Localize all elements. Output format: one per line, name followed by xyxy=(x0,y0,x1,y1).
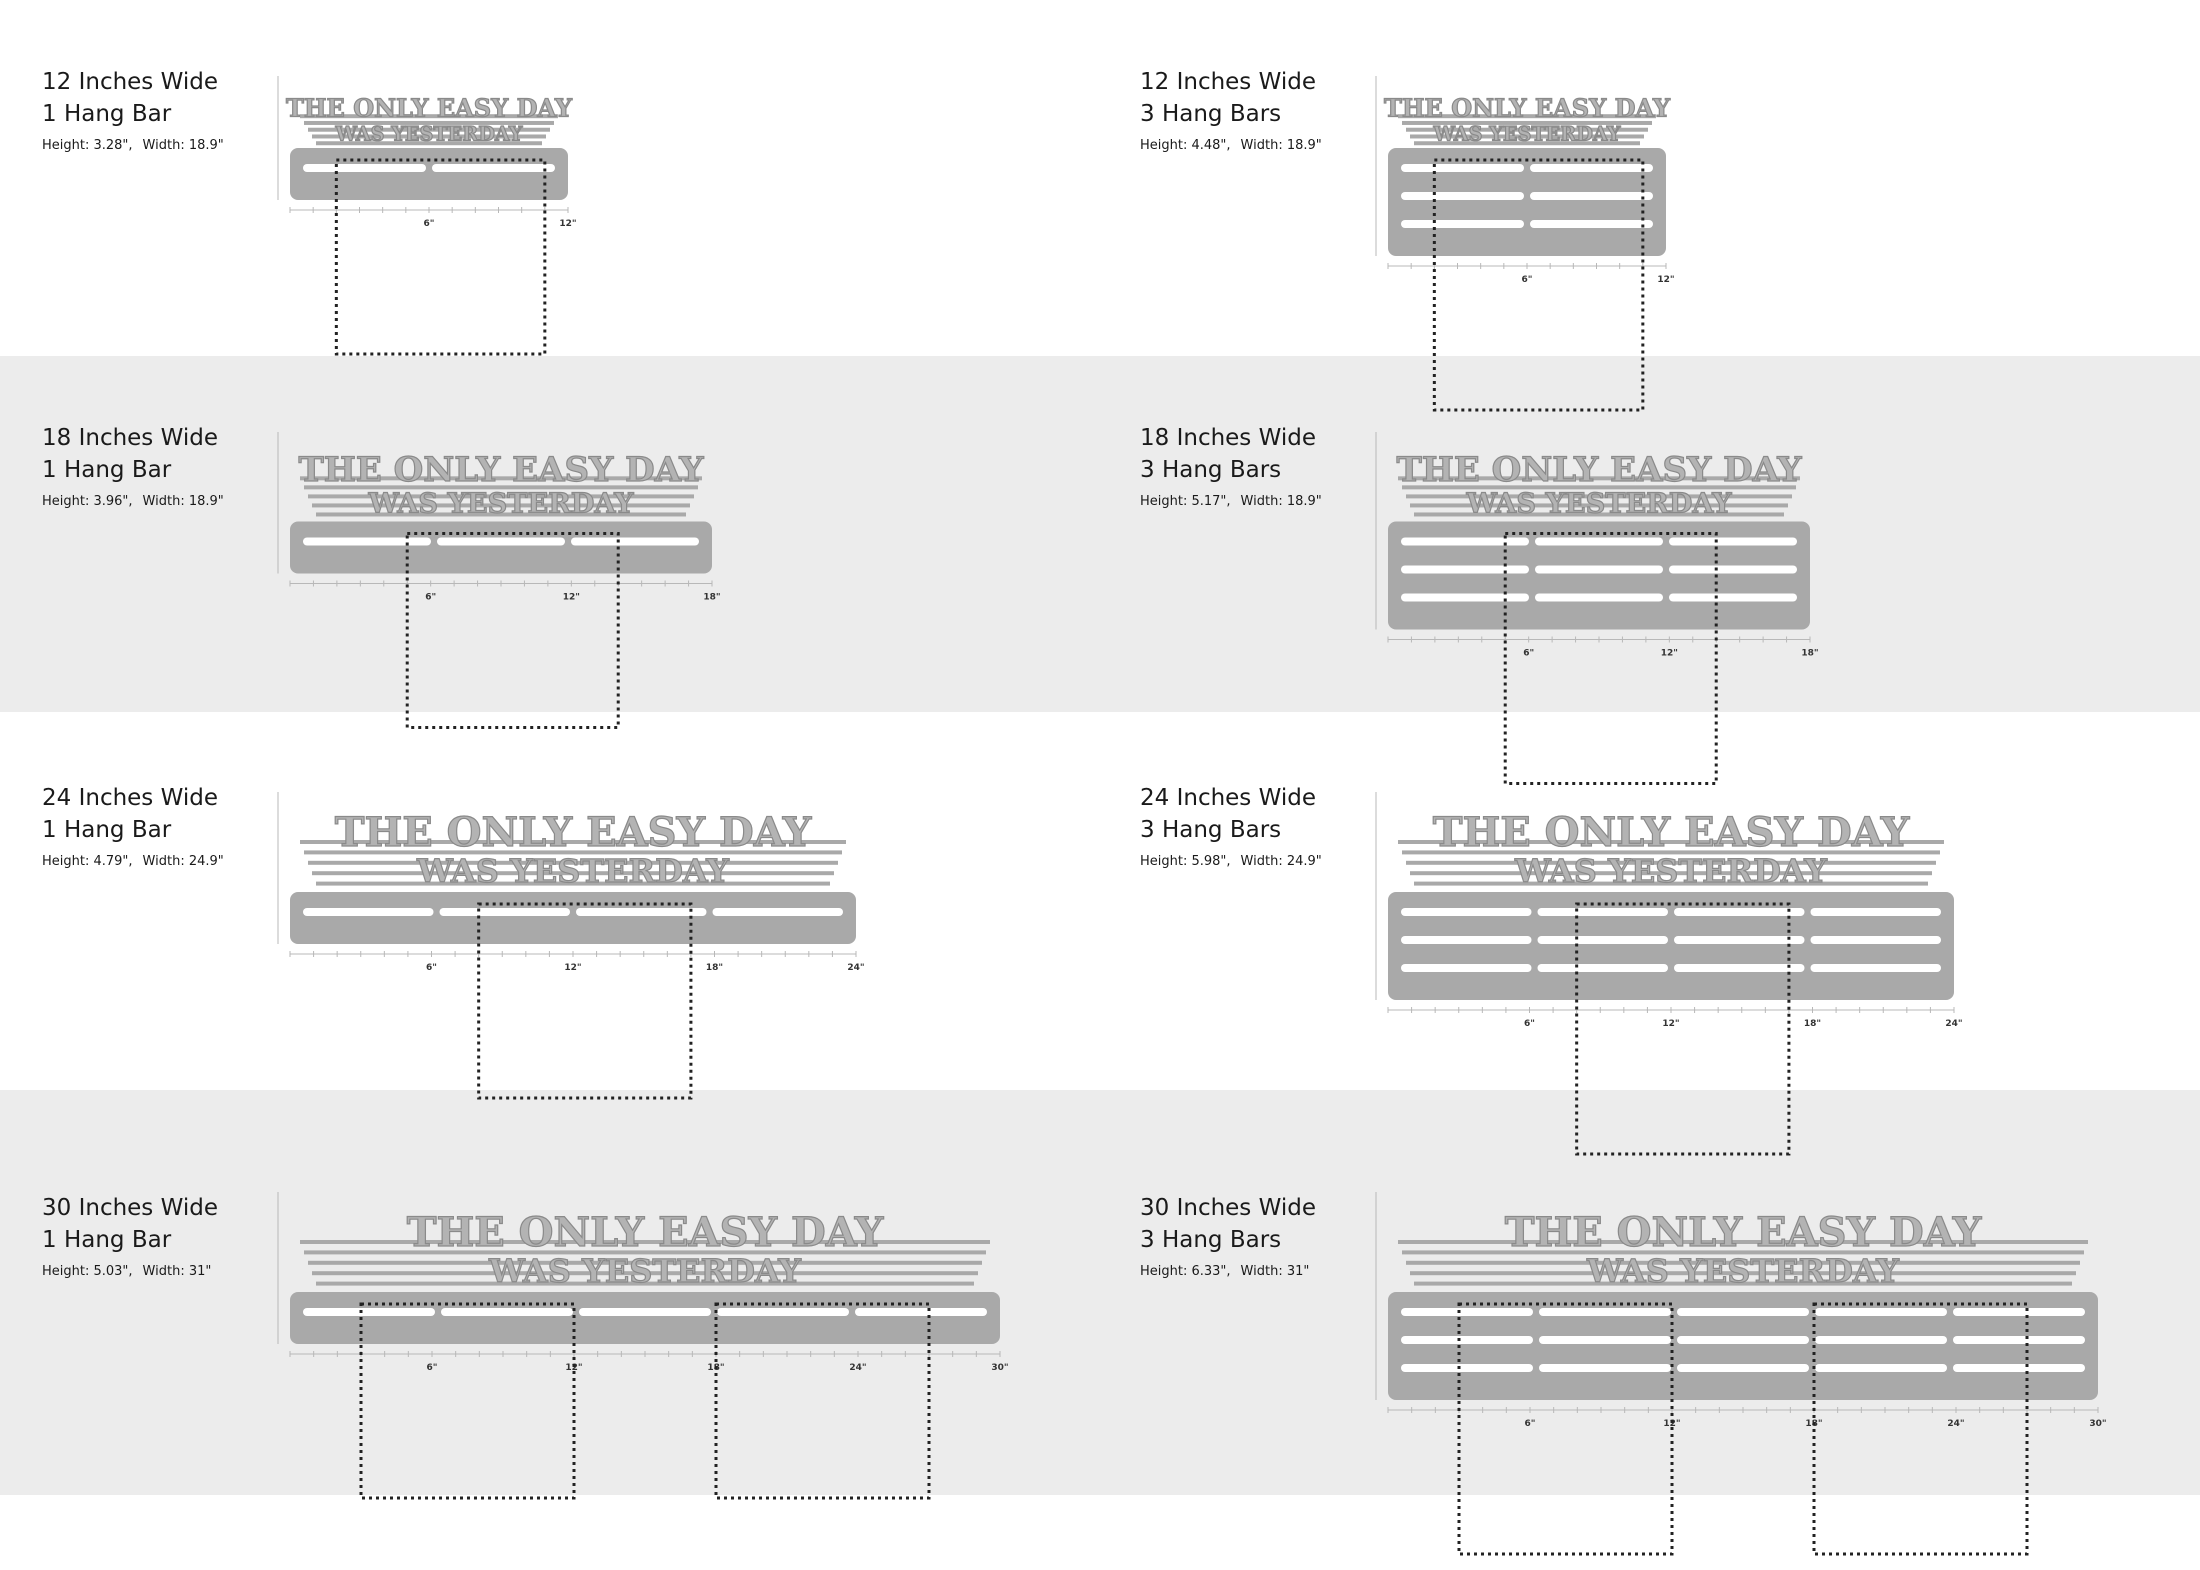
ruler-major-label: 12" xyxy=(562,592,580,603)
rack-plate xyxy=(290,148,568,200)
hang-bar-slot xyxy=(1669,538,1797,546)
rack-plate xyxy=(290,1292,1000,1344)
hang-bar-slot xyxy=(1674,936,1805,944)
rack-plate xyxy=(290,522,712,574)
hang-bar-slot xyxy=(1535,538,1663,546)
hang-bar-slot xyxy=(1815,1336,1947,1344)
ruler-major-label: 18" xyxy=(705,963,724,973)
panel-dimensions xyxy=(42,138,302,153)
rack-text-line1: THE ONLY EASY DAY xyxy=(1396,449,1802,490)
hang-bar-slot xyxy=(1811,964,1942,972)
ruler-major-label: 24" xyxy=(1947,1419,1965,1429)
ruler-major-label: 12" xyxy=(559,219,577,229)
panel-hang-bars: 1 Hang Bar xyxy=(42,101,172,127)
hang-bar-slot xyxy=(1401,220,1524,228)
panel-width-title: 30 Inches Wide xyxy=(42,1195,218,1221)
rack-text-line1: THE ONLY EASY DAY xyxy=(298,449,704,490)
ruler-major-label: 24" xyxy=(849,1363,867,1373)
panel-width-title: 30 Inches Wide xyxy=(1140,1195,1316,1221)
hang-bar-slot xyxy=(1811,936,1942,944)
hang-bar-slot xyxy=(1539,1308,1671,1316)
panel-width-title: 18 Inches Wide xyxy=(1140,425,1316,451)
rack-text-line1: THE ONLY EASY DAY xyxy=(1504,1209,1982,1256)
hang-bar-slot xyxy=(855,1308,987,1316)
hang-bar-slot xyxy=(1953,1336,2085,1344)
ruler-major-label: 18" xyxy=(707,1363,725,1373)
hang-bar-slot xyxy=(441,1308,573,1316)
ruler-major-label: 30" xyxy=(2089,1419,2107,1429)
hang-bar-slot xyxy=(1811,908,1942,916)
panel-hang-bars: 3 Hang Bars xyxy=(1140,1227,1282,1253)
rack-text-line2: WAS YESTERDAY xyxy=(335,122,523,146)
panel-hang-bars: 3 Hang Bars xyxy=(1140,101,1282,127)
hang-bar-slot xyxy=(1401,1308,1533,1316)
rack-text-line1: THE ONLY EASY DAY xyxy=(286,93,572,123)
hang-bar-slot xyxy=(1401,1336,1533,1344)
hang-bar-slot xyxy=(303,1308,435,1316)
rack-text-line2: WAS YESTERDAY xyxy=(1587,1252,1899,1290)
rack-metal xyxy=(286,93,573,200)
panel-dimensions xyxy=(42,1264,302,1279)
ruler-major-label: 6" xyxy=(425,592,437,603)
panel-height: Height: 4.79", xyxy=(42,854,133,869)
hang-bar-slot xyxy=(1401,566,1529,574)
hang-bar-slot xyxy=(1401,192,1524,200)
rack-drawing xyxy=(272,56,620,370)
hang-bar-slot xyxy=(1401,594,1529,602)
panel-dimensions xyxy=(42,854,302,869)
panel-dimensions xyxy=(1140,494,1400,509)
panel-labels xyxy=(42,1192,302,1279)
panel-dimensions xyxy=(1140,1264,1400,1279)
hang-bar-slot xyxy=(440,908,571,916)
rack-drawing xyxy=(1370,412,1862,800)
panel-height: Height: 5.98", xyxy=(1140,854,1231,869)
rack-metal xyxy=(1384,93,1671,256)
hang-bar-slot xyxy=(1535,566,1663,574)
hang-bar-slot xyxy=(576,908,707,916)
hang-bar-slot xyxy=(303,538,431,546)
hang-bar-slot xyxy=(1530,192,1653,200)
ruler-major-label: 12" xyxy=(565,1363,583,1373)
panel-hang-bars: 3 Hang Bars xyxy=(1140,457,1282,483)
panel-labels xyxy=(1140,782,1400,869)
panel-width: Width: 24.9" xyxy=(1240,854,1322,869)
panel-dimensions xyxy=(1140,138,1400,153)
panel-labels xyxy=(42,422,302,509)
hang-bar-slot xyxy=(1538,908,1669,916)
ruler-major-label: 6" xyxy=(426,1363,438,1373)
hang-bar-slot xyxy=(1530,164,1653,172)
panel-height: Height: 5.17", xyxy=(1140,494,1231,509)
panel-height: Height: 4.48", xyxy=(1140,138,1231,153)
rack-text-line1: THE ONLY EASY DAY xyxy=(334,809,812,856)
rack-text-line1: THE ONLY EASY DAY xyxy=(1432,809,1910,856)
hang-bar-slot xyxy=(1815,1364,1947,1372)
ruler-major-label: 24" xyxy=(847,963,865,973)
rack-drawing xyxy=(1370,772,2006,1170)
panel-dimensions xyxy=(1140,854,1400,869)
panel-height: Height: 3.28", xyxy=(42,138,133,153)
rack-drawing xyxy=(1370,1172,2150,1570)
panel-labels xyxy=(1140,66,1400,153)
panel-height: Height: 6.33", xyxy=(1140,1264,1231,1279)
ruler-major-label: 12" xyxy=(1662,1019,1680,1029)
ruler-major-label: 18" xyxy=(703,592,721,603)
panel-width-title: 24 Inches Wide xyxy=(42,785,218,811)
panel-width-title: 24 Inches Wide xyxy=(1140,785,1316,811)
ruler-major-label: 6" xyxy=(423,219,435,229)
hang-bar-slot xyxy=(1401,936,1532,944)
hang-bar-slot xyxy=(1538,936,1669,944)
panel-height: Height: 5.03", xyxy=(42,1264,133,1279)
panel-width: Width: 18.9" xyxy=(142,494,224,509)
panel-hang-bars: 1 Hang Bar xyxy=(42,457,172,483)
hang-bar-slot xyxy=(571,538,699,546)
ruler-major-label: 12" xyxy=(1663,1419,1681,1429)
rack-text-line2: WAS YESTERDAY xyxy=(417,852,729,890)
panel-labels xyxy=(1140,1192,1400,1279)
hang-bar-slot xyxy=(579,1308,711,1316)
panel-width: Width: 31" xyxy=(142,1264,212,1279)
rack-drawing xyxy=(272,772,908,1114)
panel-width: Width: 18.9" xyxy=(1240,138,1322,153)
rack-plate xyxy=(290,892,856,944)
panel-width: Width: 24.9" xyxy=(142,854,224,869)
rack-text-line2: WAS YESTERDAY xyxy=(489,1252,801,1290)
rack-metal xyxy=(290,1209,1000,1344)
ruler-major-label: 6" xyxy=(1524,1019,1535,1029)
hang-bar-slot xyxy=(1677,1336,1809,1344)
panel-width: Width: 18.9" xyxy=(142,138,224,153)
ruler-major-label: 6" xyxy=(1523,648,1535,659)
hang-bar-slot xyxy=(1401,908,1532,916)
hang-bar-slot xyxy=(1539,1364,1671,1372)
hang-bar-slot xyxy=(432,164,555,172)
hang-bar-slot xyxy=(1535,594,1663,602)
hang-bar-slot xyxy=(303,908,434,916)
hang-bar-slot xyxy=(303,164,426,172)
hang-bar-slot xyxy=(437,538,565,546)
ruler-major-label: 24" xyxy=(1945,1019,1963,1029)
panel-labels xyxy=(42,66,302,153)
hang-bar-slot xyxy=(1674,964,1805,972)
panel-height: Height: 3.96", xyxy=(42,494,133,509)
rack-text-line1: THE ONLY EASY DAY xyxy=(1384,93,1670,123)
panel-width-title: 12 Inches Wide xyxy=(1140,69,1316,95)
hang-bar-slot xyxy=(1677,1364,1809,1372)
panel-dimensions xyxy=(42,494,302,509)
ruler-major-label: 6" xyxy=(426,963,437,973)
rack-metal xyxy=(1388,809,1954,1000)
panel-width-title: 18 Inches Wide xyxy=(42,425,218,451)
ruler-major-label: 30" xyxy=(991,1363,1009,1373)
ruler-major-label: 6" xyxy=(1521,275,1533,285)
rack-text-line2: WAS YESTERDAY xyxy=(1433,122,1621,146)
rack-drawing xyxy=(272,412,764,744)
ruler-major-label: 18" xyxy=(1801,648,1819,659)
hang-bar-slot xyxy=(1669,566,1797,574)
rack-text-line1: THE ONLY EASY DAY xyxy=(406,1209,884,1256)
hang-bar-slot xyxy=(1401,164,1524,172)
ruler-major-label: 6" xyxy=(1524,1419,1536,1429)
ruler-major-label: 18" xyxy=(1805,1419,1823,1429)
hang-bar-slot xyxy=(713,908,844,916)
rack-metal xyxy=(290,809,856,944)
hang-bar-slot xyxy=(1401,538,1529,546)
hang-bar-slot xyxy=(1953,1364,2085,1372)
panel-hang-bars: 3 Hang Bars xyxy=(1140,817,1282,843)
panel-width-title: 12 Inches Wide xyxy=(42,69,218,95)
rack-metal xyxy=(1388,450,1810,630)
hang-bar-slot xyxy=(1539,1336,1671,1344)
panel-hang-bars: 1 Hang Bar xyxy=(42,1227,172,1253)
panel-width: Width: 18.9" xyxy=(1240,494,1322,509)
hang-bar-slot xyxy=(1530,220,1653,228)
rack-text-line2: WAS YESTERDAY xyxy=(1515,852,1827,890)
hang-bar-slot xyxy=(1677,1308,1809,1316)
hang-bar-slot xyxy=(1669,594,1797,602)
panel-width: Width: 31" xyxy=(1240,1264,1310,1279)
rack-text-line2: WAS YESTERDAY xyxy=(368,487,634,520)
rack-metal xyxy=(290,450,712,574)
hang-bar-slot xyxy=(1953,1308,2085,1316)
hang-bar-slot xyxy=(1401,1364,1533,1372)
panel-hang-bars: 1 Hang Bar xyxy=(42,817,172,843)
ruler-major-label: 12" xyxy=(1660,648,1678,659)
ruler-major-label: 12" xyxy=(564,963,582,973)
hang-bar-slot xyxy=(1815,1308,1947,1316)
ruler-major-label: 12" xyxy=(1657,275,1675,285)
rack-drawing xyxy=(1370,56,1718,426)
hang-bar-slot xyxy=(717,1308,849,1316)
panel-labels xyxy=(42,782,302,869)
hang-bar-slot xyxy=(1538,964,1669,972)
hang-bar-slot xyxy=(1674,908,1805,916)
rack-text-line2: WAS YESTERDAY xyxy=(1466,487,1732,520)
ruler-major-label: 18" xyxy=(1803,1019,1822,1029)
panel-labels xyxy=(1140,422,1400,509)
rack-drawing xyxy=(272,1172,1052,1514)
hang-bar-slot xyxy=(1401,964,1532,972)
